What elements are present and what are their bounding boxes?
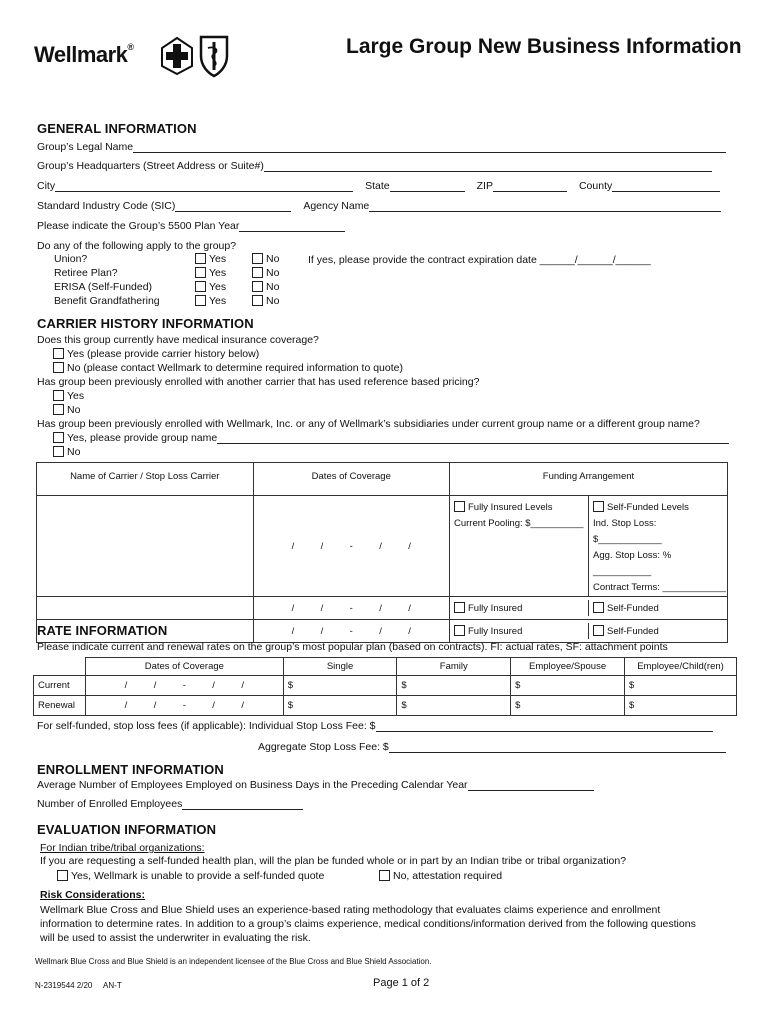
self-funded-levels-label: Self-Funded Levels [606, 502, 689, 513]
risk-text-line: information to determine rates. In addition to a group’s claims experience, medical conditions/information derived from the following questions [40, 918, 696, 930]
family-rate-cell[interactable]: $ [397, 676, 511, 696]
checkbox-icon[interactable] [252, 281, 263, 292]
carrier-q3: Has group been previously enrolled with Wellmark, Inc. or any of Wellmark’s subsidiaries under current group name or a different group name? [37, 418, 700, 430]
grandfathering-no[interactable] [252, 295, 279, 307]
q2-no-label: No [67, 404, 81, 416]
ind-stop-loss-field[interactable]: Ind. Stop Loss: $____________ [592, 518, 662, 545]
carrier-q2-yes[interactable] [53, 390, 84, 402]
dates-cell[interactable]: / / - / / [253, 620, 449, 643]
self-funded-levels-option[interactable] [593, 500, 727, 516]
tribal-heading: For Indian tribe/tribal organizations: [40, 842, 205, 854]
checkbox-icon[interactable] [252, 253, 263, 264]
plan-year-label: Please indicate the Group’s 5500 Plan Year [37, 220, 240, 232]
checkbox-icon[interactable] [252, 295, 263, 306]
rate-dates-cell[interactable]: / / - / / [85, 676, 283, 696]
city-row [37, 180, 720, 192]
checkbox-icon[interactable] [593, 501, 604, 512]
carrier-q2-no[interactable] [53, 404, 80, 416]
zip-label: ZIP [476, 180, 493, 192]
employee-spouse-rate-cell[interactable]: $ [511, 676, 625, 696]
agency-label: Agency Name [303, 200, 370, 212]
enrolled-employees-label: Number of Enrolled Employees [37, 798, 183, 810]
employee-spouse-rate-cell[interactable]: $ [511, 696, 625, 716]
aggregate-stop-loss-field[interactable] [389, 742, 726, 753]
rate-col-dates: Dates of Coverage [85, 658, 283, 676]
aggregate-stop-loss-row [258, 741, 726, 753]
q3-yes-label: Yes, please provide group name [67, 432, 218, 444]
checkbox-icon[interactable] [195, 295, 206, 306]
checkbox-icon[interactable] [454, 501, 465, 512]
checkbox-icon[interactable] [454, 602, 465, 613]
dates-cell[interactable]: / / - / / [253, 597, 449, 620]
dates-cell[interactable]: / / - / / [253, 496, 449, 597]
tribal-question: If you are requesting a self-funded health plan, will the plan be funded whole or in part by an Indian tribe or tribal organization? [40, 855, 627, 867]
page-number: Page 1 of 2 [373, 977, 430, 989]
single-rate-cell[interactable]: $ [283, 696, 397, 716]
state-field[interactable] [390, 181, 465, 192]
col-funding: Funding Arrangement [449, 463, 727, 496]
apply-item-retiree: Retiree Plan? [54, 267, 118, 279]
apply-question: Do any of the following apply to the group? [37, 240, 237, 252]
rate-row-label: Current [34, 676, 86, 696]
carrier-table-row [37, 597, 728, 620]
tribal-yes-label: Yes, Wellmark is unable to provide a self-funded quote [71, 870, 325, 882]
contract-terms-field[interactable]: Contract Terms: ____________ [592, 582, 726, 593]
carrier-q1-yes[interactable] [53, 348, 259, 360]
tribal-no-label: No, attestation required [393, 870, 503, 882]
form-number: N-2319544 2/20 AN-T [35, 981, 122, 990]
carrier-q3-no[interactable] [53, 446, 80, 458]
fully-insured-option[interactable] [450, 600, 588, 616]
rate-table [33, 657, 737, 716]
carrier-name-cell[interactable] [37, 496, 254, 597]
legal-name-label: Group’s Legal Name [37, 141, 134, 153]
evaluation-heading: EVALUATION INFORMATION [37, 822, 217, 837]
self-funded-label: Self-Funded [606, 626, 659, 637]
county-label: County [578, 180, 613, 192]
tribal-no-option[interactable] [379, 870, 502, 882]
hq-label: Group’s Headquarters (Street Address or Suite#) [37, 160, 264, 172]
checkbox-icon[interactable] [379, 870, 390, 881]
no-label: No [266, 267, 280, 279]
checkbox-icon[interactable] [593, 625, 604, 636]
rate-col-employee-spouse: Employee/Spouse [511, 658, 625, 676]
carrier-history-table [36, 462, 728, 643]
avg-employees-field[interactable] [468, 780, 594, 791]
yes-label: Yes [209, 267, 227, 279]
hq-row [37, 160, 712, 172]
apply-item-grandfathering: Benefit Grandfathering [54, 295, 160, 307]
city-label: City [37, 180, 56, 192]
rate-col-employee-children: Employee/Child(ren) [625, 658, 737, 676]
risk-heading: Risk Considerations: [40, 889, 146, 901]
licensee-note: Wellmark Blue Cross and Blue Shield is an independent licensee of the Blue Cross and Blue Shield Association. [35, 957, 432, 966]
wellmark-logo-text: Wellmark® [34, 42, 134, 67]
employee-children-rate-cell[interactable]: $ [625, 676, 737, 696]
sic-row [37, 200, 721, 212]
col-dates: Dates of Coverage [253, 463, 449, 496]
individual-stop-loss-field[interactable] [376, 721, 713, 732]
risk-text-line: will be used to assist the underwriter in evaluating the risk. [40, 932, 311, 944]
union-yes[interactable] [195, 253, 226, 265]
no-label: No [266, 295, 280, 307]
no-label: No [266, 281, 280, 293]
carrier-q1-no[interactable] [53, 362, 403, 374]
carrier-name-cell[interactable] [37, 597, 254, 620]
carrier-q1: Does this group currently have medical insurance coverage? [37, 334, 319, 346]
q1-no-label: No (please contact Wellmark to determine required information to quote) [67, 362, 403, 374]
rate-row-renewal [34, 696, 737, 716]
family-rate-cell[interactable]: $ [397, 696, 511, 716]
sic-field[interactable] [175, 201, 291, 212]
page-title: Large Group New Business Information [346, 35, 742, 58]
carrier-q3-yes[interactable] [53, 432, 729, 444]
fully-insured-option[interactable] [450, 623, 588, 639]
erisa-yes[interactable] [195, 281, 226, 293]
apply-item-union: Union? [54, 253, 88, 265]
checkbox-icon[interactable] [252, 267, 263, 278]
general-heading: GENERAL INFORMATION [37, 121, 197, 136]
q1-yes-label: Yes (please provide carrier history below) [67, 348, 260, 360]
self-funded-label: Self-Funded [606, 603, 659, 614]
carrier-heading: CARRIER HISTORY INFORMATION [37, 316, 254, 331]
no-label: No [266, 253, 280, 265]
q3-no-label: No [67, 446, 81, 458]
checkbox-icon[interactable] [53, 362, 64, 373]
rate-row-label: Renewal [34, 696, 86, 716]
rate-table-header [34, 658, 737, 676]
rate-dates-cell[interactable]: / / - / / [85, 696, 283, 716]
fully-insured-levels-option[interactable] [454, 500, 588, 516]
carrier-table-header [37, 463, 728, 496]
county-field[interactable] [612, 181, 720, 192]
checkbox-icon[interactable] [53, 446, 64, 457]
self-funded-option[interactable] [588, 600, 727, 616]
sic-label: Standard Industry Code (SIC) [37, 200, 176, 212]
checkbox-icon[interactable] [53, 432, 64, 443]
yes-label: Yes [209, 295, 227, 307]
legal-name-row [37, 141, 726, 153]
col-carrier-name: Name of Carrier / Stop Loss Carrier [37, 463, 254, 496]
union-no[interactable] [252, 253, 279, 265]
checkbox-icon[interactable] [53, 404, 64, 415]
aggregate-stop-loss-label: Aggregate Stop Loss Fee: $ [258, 741, 389, 753]
rate-heading: RATE INFORMATION [37, 623, 168, 638]
plan-year-field[interactable] [239, 221, 345, 232]
retiree-yes[interactable] [195, 267, 226, 279]
current-pooling-field[interactable]: Current Pooling: $__________ [453, 518, 584, 529]
checkbox-icon[interactable] [53, 390, 64, 401]
expiration-date-prompt[interactable]: If yes, please provide the contract expiration date ______/______/______ [308, 254, 651, 266]
fully-insured-levels-label: Fully Insured Levels [467, 502, 553, 513]
q2-yes-label: Yes [67, 390, 85, 402]
rate-col-single: Single [283, 658, 397, 676]
rate-row-current [34, 676, 737, 696]
rate-intro: Please indicate current and renewal rates on the group’s most popular plan (based on contracts). FI: actual rates, SF: attachment points [37, 641, 668, 653]
enrolled-employees-row [37, 798, 303, 810]
checkbox-icon[interactable] [454, 625, 465, 636]
funding-cell [449, 496, 727, 597]
individual-stop-loss-label: For self-funded, stop loss fees (if applicable): Individual Stop Loss Fee: $ [37, 720, 376, 732]
funding-cell [449, 620, 727, 643]
checkbox-icon[interactable] [195, 253, 206, 264]
funding-cell [449, 597, 727, 620]
apply-item-erisa: ERISA (Self-Funded) [54, 281, 153, 293]
yes-label: Yes [209, 253, 227, 265]
enrolled-employees-field[interactable] [182, 799, 303, 810]
carrier-q2: Has group been previously enrolled with another carrier that has used reference based pricing? [37, 376, 480, 388]
yes-label: Yes [209, 281, 227, 293]
zip-field[interactable] [493, 181, 567, 192]
checkbox-icon[interactable] [593, 602, 604, 613]
grandfathering-yes[interactable] [195, 295, 226, 307]
agency-field[interactable] [369, 201, 721, 212]
fully-insured-label: Fully Insured [467, 626, 523, 637]
avg-employees-row [37, 779, 594, 791]
blue-shield-icon [198, 34, 230, 78]
group-name-field[interactable] [217, 433, 729, 444]
tribal-yes-option[interactable] [57, 870, 324, 882]
avg-employees-label: Average Number of Employees Employed on Business Days in the Preceding Calendar Year [37, 779, 468, 791]
employee-children-rate-cell[interactable]: $ [625, 696, 737, 716]
enrollment-heading: ENROLLMENT INFORMATION [37, 762, 224, 777]
retiree-no[interactable] [252, 267, 279, 279]
checkbox-icon[interactable] [195, 267, 206, 278]
legal-name-field[interactable] [133, 142, 726, 153]
state-label: State [365, 180, 390, 192]
self-funded-option[interactable] [588, 623, 727, 639]
checkbox-icon[interactable] [57, 870, 68, 881]
individual-stop-loss-row [37, 720, 713, 732]
risk-text-line: Wellmark Blue Cross and Blue Shield uses an experience-based rating methodology that evaluates claims experience and enrollment [40, 904, 661, 916]
single-rate-cell[interactable]: $ [283, 676, 397, 696]
blue-cross-icon [160, 36, 194, 76]
checkbox-icon[interactable] [195, 281, 206, 292]
fully-insured-label: Fully Insured [467, 603, 523, 614]
checkbox-icon[interactable] [53, 348, 64, 359]
plan-year-row [37, 220, 345, 232]
carrier-table-row [37, 496, 728, 597]
city-field[interactable] [55, 181, 353, 192]
hq-field[interactable] [264, 161, 712, 172]
erisa-no[interactable] [252, 281, 279, 293]
rate-col-family: Family [397, 658, 511, 676]
agg-stop-loss-field[interactable]: Agg. Stop Loss: % ___________ [592, 550, 672, 577]
